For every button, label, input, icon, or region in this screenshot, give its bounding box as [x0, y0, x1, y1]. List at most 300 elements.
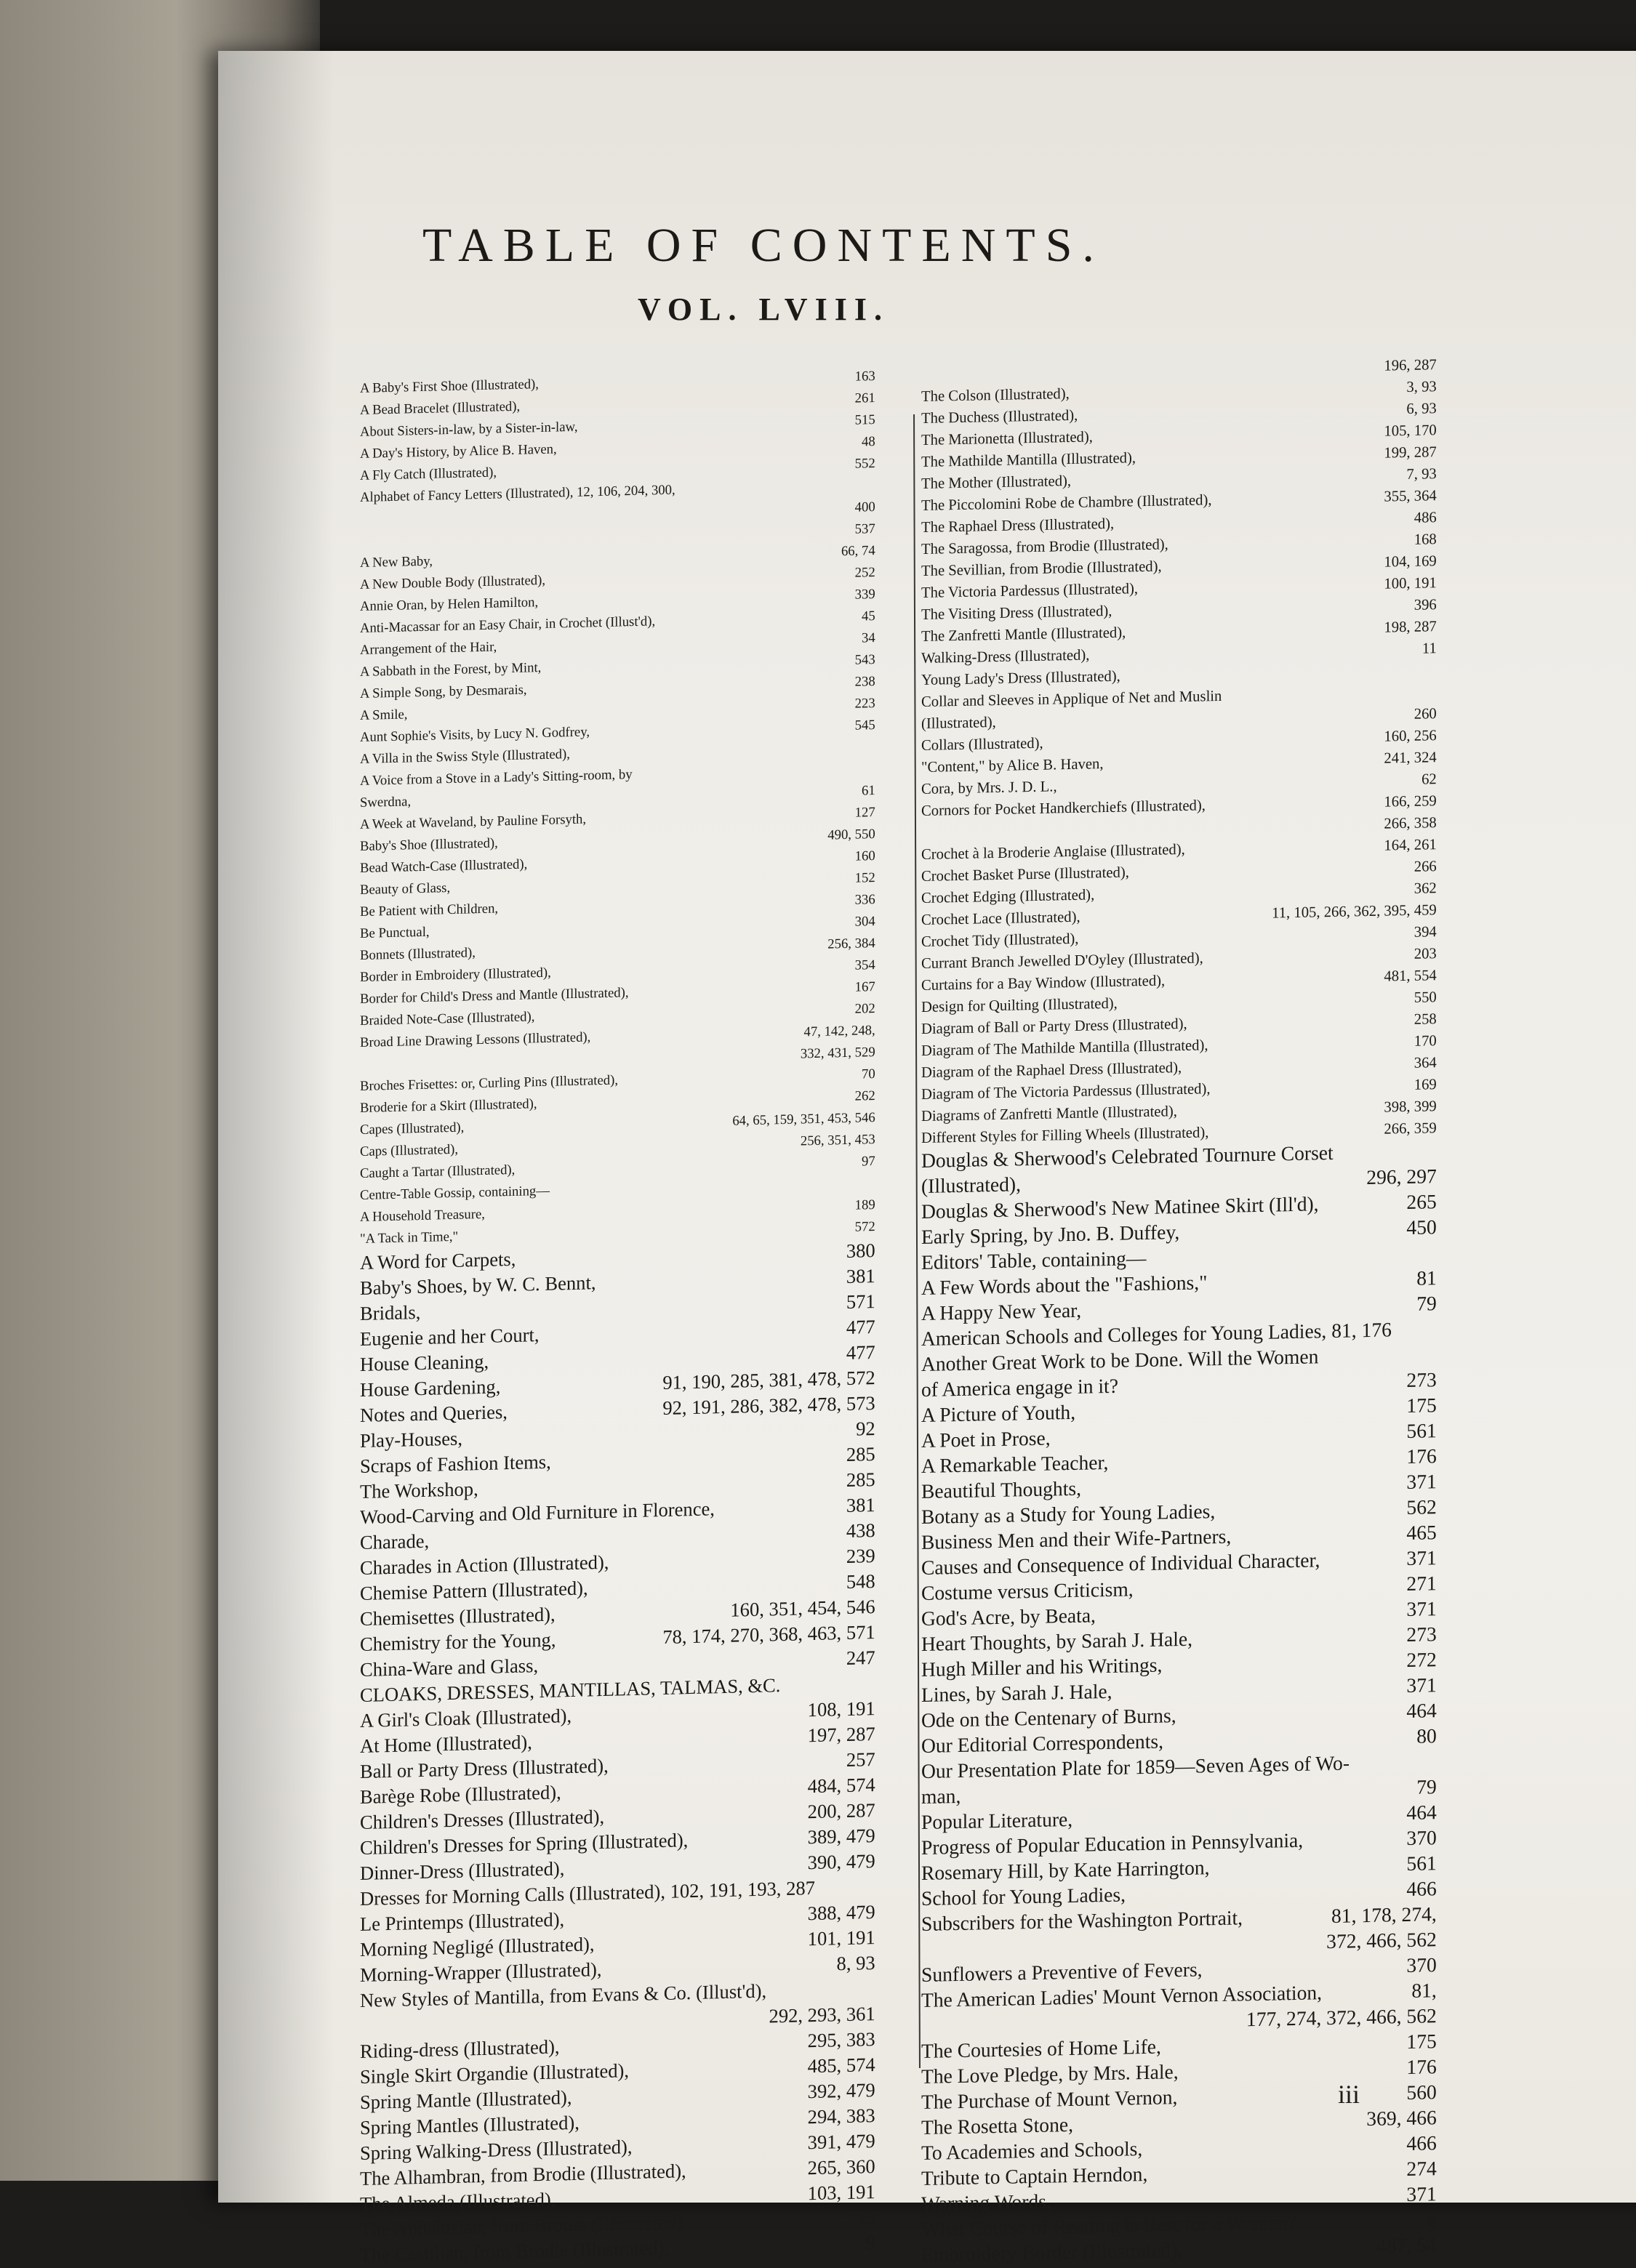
volume-heading: VOL. LVIII.	[638, 291, 889, 327]
entry-title: Capes (Illustrated),	[360, 1119, 465, 1138]
entry-title: Heart Thoughts, by Sarah J. Hale,	[921, 1628, 1193, 1656]
entry-title: School for Young Ladies,	[921, 1883, 1126, 1910]
entry-pages: 485, 574	[807, 2054, 875, 2078]
entry-title: House Gardening,	[360, 1375, 501, 1401]
entry-pages: 272	[1406, 1649, 1437, 1672]
entry-pages: 370	[1406, 1954, 1437, 1977]
entry-pages: 490, 550	[827, 827, 875, 843]
entry-title: Chemistry for the Young,	[360, 1628, 556, 1655]
entry-title: Chemisettes (Illustrated),	[360, 1603, 556, 1630]
entry-title: About Sisters-in-law, by a Sister-in-law,	[360, 419, 578, 440]
entry-title: Causes and Consequence of Individual Character,	[921, 1549, 1320, 1580]
entry-pages: 260	[1414, 704, 1437, 723]
entry-title: The Saragossa, from Brodie (Illustrated),	[921, 535, 1168, 558]
entry-title: Beautiful Thoughts,	[921, 1477, 1081, 1503]
entry-pages: 362	[1414, 879, 1437, 897]
entry-pages: 11, 105, 266, 362, 395, 459	[1272, 901, 1437, 922]
entry-title: A New Baby,	[360, 553, 433, 571]
page-title: TABLE OF CONTENTS.	[422, 219, 1104, 272]
entry-title: (Illustrated),	[921, 712, 996, 732]
entry-pages: 266, 359	[1384, 1119, 1437, 1138]
entry-title: Baby's Shoes, by W. C. Bennt,	[360, 1271, 596, 1299]
entry-title: Walking-Dress (Illustrated),	[921, 646, 1090, 667]
entry-title: Border in Embroidery (Illustrated),	[360, 965, 551, 985]
entry-title: Rosemary Hill, by Kate Harrington,	[921, 1857, 1210, 1885]
entry-title: Spring Mantle (Illustrated),	[360, 2086, 572, 2113]
entry-title: Cornors for Pocket Handkerchiefs (Illustrated),	[921, 796, 1206, 819]
entry-pages: 381	[846, 1494, 875, 1516]
entry-pages: 400	[854, 499, 875, 515]
entry-pages: 285	[846, 1468, 875, 1491]
entry-title: Riding-dress (Illustrated),	[360, 2035, 560, 2062]
entry-pages: 296, 297	[1366, 1165, 1437, 1190]
entry-title: Bridals,	[360, 1300, 421, 1324]
entry-pages: 256, 351, 453	[800, 1132, 875, 1149]
entry-pages: 262	[854, 1088, 875, 1104]
entry-title: Broad Line Drawing Lessons (Illustrated),	[360, 1029, 591, 1050]
entry-pages: 465	[1406, 1521, 1437, 1545]
entry-title: Collar and Sleeves in Applique of Net and Muslin	[921, 686, 1222, 710]
entry-title: Douglas & Sherwood's New Matinee Skirt (Ill'd),	[921, 1193, 1319, 1223]
entry-pages: 81, 178, 274,	[1331, 1903, 1437, 1928]
entry-title: Dinner-Dress (Illustrated),	[360, 1857, 565, 1884]
entry-title: Annie Oran, by Helen Hamilton,	[360, 595, 539, 614]
entry-title: The Zanfretti Mantle (Illustrated),	[921, 623, 1126, 645]
entry-title: Our Presentation Plate for 1859—Seven Ages of Wo-	[921, 1752, 1350, 1783]
entry-pages: 176	[1406, 1445, 1437, 1468]
entry-pages: 292, 293, 361	[769, 2003, 875, 2027]
entry-title: Popular Literature,	[921, 1808, 1073, 1834]
entry-pages: 91, 190, 285, 381, 478, 572	[662, 1367, 875, 1394]
entry-pages: 256, 384	[827, 936, 875, 952]
entry-title: Broderie for a Skirt (Illustrated),	[360, 1096, 537, 1116]
entry-pages: 464	[1406, 1700, 1437, 1723]
entry-title: Ball or Party Dress (Illustrated),	[360, 1754, 609, 1782]
entry-pages: 562	[1406, 1496, 1437, 1519]
entry-title: Be Punctual,	[360, 924, 430, 941]
entry-title: Bead Watch-Case (Illustrated),	[360, 856, 528, 876]
entry-pages: 8	[1426, 2208, 1437, 2232]
entry-pages: 104, 169	[1384, 552, 1437, 571]
entry-title: American Schools and Colleges for Young Ladies, 81, 176	[921, 1319, 1392, 1351]
entry-title: Our Editorial Correspondents,	[921, 1730, 1164, 1758]
entry-pages: 390, 479	[807, 1850, 875, 1874]
entry-title: A Bead Bracelet (Illustrated),	[360, 398, 521, 418]
entry-pages: 450	[1406, 1216, 1437, 1239]
entry-pages: 61	[861, 783, 875, 799]
entry-pages: 391, 479	[807, 2130, 875, 2154]
entry-pages: 152	[854, 870, 875, 886]
entry-title: Morning-Wrapper (Illustrated),	[360, 1958, 602, 1986]
entry-title: Editors' Table, containing—	[921, 1247, 1147, 1274]
entry-title: Braided Note-Case (Illustrated),	[360, 1009, 535, 1029]
entry-pages: 170	[1414, 1032, 1437, 1050]
entry-pages: 62	[1422, 770, 1437, 788]
entry-pages: 127	[854, 805, 875, 821]
entry-pages: 34	[861, 630, 875, 646]
entry-title: Curtains for a Bay Window (Illustrated),	[921, 971, 1166, 994]
entry-title: A Sabbath in the Forest, by Mint,	[360, 660, 542, 680]
entry-title: Anti-Macassar for an Easy Chair, in Crochet (Illust'd),	[360, 614, 656, 636]
entry-title: Business Men and their Wife-Partners,	[921, 1525, 1232, 1554]
entry-pages: 543	[854, 652, 875, 668]
entry-title: The Piccolomini Robe de Chambre (Illustrated),	[921, 491, 1212, 514]
entry-pages: 295, 383	[807, 2028, 875, 2052]
entry-title: The Workshop,	[360, 1478, 478, 1503]
entry-pages: 100, 191	[1384, 574, 1437, 592]
entry-pages: 550	[1414, 988, 1437, 1006]
entry-title: Children's Dresses for Spring (Illustrated),	[360, 1829, 689, 1859]
entry-pages: 223	[854, 696, 875, 712]
entry-pages: 203	[1414, 944, 1437, 962]
entry-title: man,	[921, 1785, 961, 1809]
entry-title: To Academies and Schools,	[921, 2138, 1143, 2165]
entry-title: Diagrams of Zanfretti Mantle (Illustrated),	[921, 1102, 1177, 1125]
entry-title: Currant Branch Jewelled D'Oyley (Illustrated),	[921, 949, 1203, 972]
entry-pages: 247	[846, 1646, 875, 1669]
entry-title: Warning Words,	[921, 2190, 1051, 2216]
entry-title: House Cleaning,	[360, 1350, 489, 1375]
entry-pages: 371	[1406, 1674, 1437, 1697]
entry-pages: 545	[854, 717, 875, 733]
entry-title: A New Double Body (Illustrated),	[360, 572, 546, 592]
entry-pages: 257	[846, 1748, 875, 1771]
entry-title: Diagram of The Victoria Pardessus (Illustrated),	[921, 1079, 1211, 1103]
entry-pages: 572	[854, 1219, 875, 1235]
entry-pages: 198, 287	[1384, 617, 1437, 636]
entry-title: Charade,	[360, 1529, 430, 1553]
entry-pages: 79	[1416, 1776, 1437, 1799]
entry-title: Young Lady's Dress (Illustrated),	[921, 667, 1120, 688]
entry-title: China-Ware and Glass,	[360, 1654, 539, 1681]
entry-pages: 8, 93	[836, 1952, 875, 1975]
entry-title: A Fly Catch (Illustrated),	[360, 465, 497, 483]
entry-pages: 167	[854, 979, 875, 995]
entry-title: Diagram of The Mathilde Mantilla (Illustrated),	[921, 1036, 1208, 1059]
entry-pages: 266	[1414, 857, 1437, 875]
entry-title: A Baby's First Shoe (Illustrated),	[360, 377, 539, 396]
entry-title: (Illustrated),	[921, 1173, 1022, 1198]
entry-title: Collars (Illustrated),	[921, 733, 1043, 754]
entry-title: Ode on the Centenary of Burns,	[921, 1705, 1176, 1732]
entry-pages: 294, 383	[807, 2104, 875, 2128]
entry-pages: 370	[1406, 1827, 1437, 1850]
entry-pages: 372, 466, 562	[1326, 1929, 1437, 1954]
entry-pages: 101, 191	[807, 1926, 875, 1950]
entry-pages: 464	[1406, 1801, 1437, 1825]
page-number: iii	[1338, 2080, 1360, 2109]
entry-pages: 175	[1406, 1394, 1437, 1418]
entry-pages: 537	[854, 521, 875, 537]
entry-title: Morning Negligé (Illustrated),	[360, 1933, 595, 1961]
entry-pages: 561	[1406, 1420, 1437, 1443]
entry-pages: 486	[1414, 508, 1437, 526]
entry-pages: 160, 351, 454, 546	[730, 1596, 875, 1621]
entry-title: Bonnets (Illustrated),	[360, 945, 476, 963]
entry-pages: 394	[1414, 922, 1437, 941]
entry-pages: 371	[1406, 1471, 1437, 1494]
entry-title: The Mother (Illustrated),	[921, 471, 1072, 492]
entry-title: Spring Walking-Dress (Illustrated),	[360, 2136, 633, 2164]
entry-title: A Villa in the Swiss Style (Illustrated),	[360, 747, 570, 767]
entry-title: Crochet Edging (Illustrated),	[921, 885, 1095, 906]
entry-title: Another Great Work to be Done. Will the Women	[921, 1346, 1319, 1376]
entry-title: Be Patient with Children,	[360, 901, 499, 920]
entry-pages: 196, 287	[1384, 355, 1437, 374]
entry-title: Border for Child's Dress and Mantle (Illustrated),	[360, 985, 629, 1007]
entry-pages: 164, 261	[1384, 835, 1437, 854]
entry-pages: 355, 364	[1384, 486, 1437, 505]
entry-title: Play-Houses,	[360, 1427, 463, 1452]
entry-title: The Raphael Dress (Illustrated),	[921, 514, 1115, 536]
entry-title: A Household Treasure,	[360, 1206, 485, 1225]
entry-pages: 64, 65, 159, 351, 453, 546	[732, 1110, 875, 1129]
entry-pages: 239	[846, 1545, 875, 1567]
entry-title: New Styles of Mantilla, from Evans & Co. (Illust'd),	[360, 1979, 767, 2011]
entry-pages: 336	[854, 892, 875, 908]
entry-pages: 97	[861, 1154, 875, 1170]
entry-pages: 515	[854, 412, 875, 428]
entry-pages: 271	[1406, 1572, 1437, 1596]
entry-pages: 380	[846, 1239, 875, 1262]
entry-title: Tribute to Captain Herndon,	[921, 2163, 1148, 2190]
entry-pages: 177, 274, 372, 466, 562	[1246, 2005, 1437, 2032]
entry-title: Botany as a Study for Young Ladies,	[921, 1500, 1216, 1529]
entry-title: What Course of Reading is Best for a Woman?	[921, 2211, 1297, 2241]
entry-pages: 78, 174, 270, 368, 463, 571	[662, 1621, 875, 1649]
entry-title: At Home (Illustrated),	[360, 1731, 532, 1757]
entry-title: Progress of Popular Education in Pennsylvania,	[921, 1829, 1304, 1859]
entry-pages: 103, 191	[807, 2181, 875, 2205]
entry-title: Early Spring, by Jno. B. Duffey,	[921, 1221, 1180, 1249]
entry-title: Crochet Lace (Illustrated),	[921, 907, 1080, 928]
entry-title: A Girl's Cloak (Illustrated),	[360, 1705, 572, 1732]
gutter-shadow	[218, 51, 334, 2203]
entry-title: Le Printemps (Illustrated),	[360, 1908, 565, 1935]
entry-pages: 466	[1406, 1878, 1437, 1901]
entry-pages: 487, 54	[1376, 2234, 1437, 2258]
entry-title: Single Skirt Organdie (Illustrated),	[360, 2059, 630, 2088]
entry-pages: 108, 191	[807, 1697, 875, 1721]
entry-pages: 481, 554	[1384, 966, 1437, 985]
entry-pages: 7, 93	[1406, 465, 1437, 483]
entry-pages: 389, 479	[807, 1825, 875, 1849]
entry-pages: 438	[846, 1519, 875, 1542]
entry-pages: 266, 358	[1384, 813, 1437, 832]
entry-title: Baby's Shoe (Illustrated),	[360, 835, 498, 854]
entry-pages: 477	[846, 1341, 875, 1364]
entry-title: The Duchess (Illustrated),	[921, 406, 1078, 427]
entry-pages: 81,	[1411, 1979, 1437, 2003]
entry-title: Arrangement of the Hair,	[360, 639, 497, 658]
left-column	[360, 366, 875, 2268]
entry-title: Hugh Miller and his Writings,	[921, 1654, 1163, 1681]
entry-title: The Castilian, from Brodie (Illustrated),	[360, 2236, 670, 2266]
entry-title: Diagram of the Raphael Dress (Illustrated),	[921, 1058, 1182, 1081]
entry-title: Different Styles for Filling Wheels (Illustrated),	[921, 1123, 1209, 1146]
entry-title: Eugenie and her Court,	[360, 1324, 540, 1350]
entry-pages: 560	[1406, 2081, 1437, 2104]
entry-title: Crochet Basket Purse (Illustrated),	[921, 863, 1129, 885]
entry-title: The Almeda (Illustrated),	[360, 2188, 556, 2215]
entry-pages: 273	[1406, 1369, 1437, 1392]
entry-pages: 79	[1416, 1292, 1437, 1316]
entry-pages: 11	[1422, 639, 1437, 657]
entry-title: The Visiting Dress (Illustrated),	[921, 601, 1112, 623]
entry-title: Subscribers for the Washington Portrait,	[921, 1907, 1243, 1936]
entry-title: A Few Words about the "Fashions,"	[921, 1271, 1208, 1300]
entry-pages: 369, 466	[1366, 2107, 1437, 2131]
entry-pages: 371	[1406, 1547, 1437, 1570]
entry-pages: 371	[1406, 1598, 1437, 1621]
entry-title: A Week at Waveland, by Pauline Forsyth,	[360, 811, 587, 832]
entry-pages: 274	[1406, 2158, 1437, 2181]
entry-pages: 105, 170	[1384, 421, 1437, 440]
entry-title: Sunflowers a Preventive of Fevers,	[921, 1958, 1203, 1987]
entry-pages: 561	[1406, 1852, 1437, 1875]
entry-title: Alphabet of Fancy Letters (Illustrated), 12, 106, 204, 300,	[360, 482, 675, 505]
entry-pages: 176	[1406, 2056, 1437, 2079]
entry-pages: 398, 399	[1384, 1097, 1437, 1116]
entry-title: A Voice from a Stove in a Lady's Sitting-room, by	[360, 767, 633, 789]
entry-pages: 66, 74	[841, 543, 875, 560]
entry-pages: 175	[1406, 2030, 1437, 2054]
entry-title: Costume versus Criticism,	[921, 1578, 1134, 1605]
entry-title: Spring Mantles (Illustrated),	[360, 2111, 580, 2139]
entry-title: The Mathilde Mantilla (Illustrated),	[921, 449, 1136, 470]
entry-pages: 9	[865, 2232, 875, 2254]
entry-title: Lines, by Sarah J. Hale,	[921, 1680, 1112, 1707]
entry-pages: 47, 142, 248,	[803, 1023, 875, 1040]
entry-pages: 3, 93	[1406, 377, 1437, 395]
entry-pages: 258	[1414, 1010, 1437, 1028]
entry-title: The Marionetta (Illustrated),	[921, 427, 1093, 449]
entry-pages: 92, 191, 286, 382, 478, 573	[662, 1392, 875, 1420]
entry-pages: 200, 287	[807, 1799, 875, 1823]
entry-title: Caps (Illustrated),	[360, 1141, 459, 1159]
entry-pages: 166, 259	[1384, 792, 1437, 811]
entry-pages: 371	[1406, 2183, 1437, 2206]
entry-pages: 252	[854, 565, 875, 581]
entry-pages: 160	[854, 848, 875, 864]
entry-title: Caught a Tartar (Illustrated),	[360, 1162, 516, 1181]
entry-title: The American Ladies' Mount Vernon Association,	[921, 1982, 1323, 2012]
entry-pages: 393	[846, 2206, 875, 2229]
entry-title: CLOAKS, DRESSES, MANTILLAS, TALMAS, &C.	[360, 1674, 781, 1706]
entry-pages: 169	[1414, 1075, 1437, 1093]
entry-title: Barège Robe (Illustrated),	[360, 1781, 561, 1808]
entry-title: Swerdna,	[360, 794, 412, 811]
entry-title: The Victoria Pardessus (Illustrated),	[921, 579, 1139, 601]
entry-pages: 6, 93	[1406, 399, 1437, 417]
entry-title: Douglas & Sherwood's Celebrated Tournure Corset	[921, 1141, 1334, 1173]
entry-pages: 392, 479	[807, 2079, 875, 2103]
entry-pages: 285	[846, 1443, 875, 1465]
entry-pages: 45	[861, 608, 875, 624]
entry-pages: 332, 431, 529	[800, 1045, 875, 1062]
entry-title: A Remarkable Teacher,	[921, 1451, 1109, 1478]
entry-pages: 163	[854, 369, 875, 385]
entry-pages: 70	[861, 1066, 875, 1082]
entry-pages: 265	[1406, 1191, 1437, 1214]
entry-title: God's Acre, by Beata,	[921, 1604, 1096, 1630]
entry-title: Beauty of Glass,	[360, 880, 451, 898]
entry-title: Diagram of Ball or Party Dress (Illustrated),	[921, 1014, 1187, 1037]
right-column	[921, 353, 1437, 2268]
entry-pages: 548	[846, 1570, 875, 1593]
entry-pages: 261	[854, 390, 875, 406]
entry-pages: 396	[1414, 595, 1437, 614]
entry-title: A Smile,	[360, 707, 408, 723]
entry-title: The Andalusian, from Brodie (Illustrated),	[360, 2211, 688, 2240]
entry-pages: 484, 574	[807, 1774, 875, 1798]
entry-pages: 477	[846, 1316, 875, 1338]
entry-pages: 202	[854, 1001, 875, 1017]
entry-title: A Poet in Prose,	[921, 1427, 1051, 1452]
entry-title: A Simple Song, by Desmarais,	[360, 682, 527, 701]
entry-pages: 381	[846, 1265, 875, 1287]
entry-title: Embroidery Border (Illustrated),	[921, 2238, 1182, 2267]
entry-pages: 265, 360	[807, 2155, 875, 2179]
entry-title: The Colson (Illustrated),	[921, 385, 1070, 405]
entry-title: The Rosetta Stone,	[921, 2113, 1073, 2139]
entry-pages: 92	[856, 1418, 875, 1440]
entry-pages: 552	[854, 456, 875, 472]
entry-pages: 199, 287	[1384, 443, 1437, 462]
entry-title: Broches Frisettes: or, Curling Pins (Illustrated),	[360, 1072, 619, 1094]
entry-pages: 197, 287	[807, 1723, 875, 1747]
entry-pages: 466	[1406, 2132, 1437, 2155]
entry-title: A Word for Carpets,	[360, 1247, 516, 1274]
entry-pages: 388, 479	[807, 1901, 875, 1925]
entry-title: Notes and Queries,	[360, 1401, 508, 1426]
entry-pages: 571	[846, 1290, 875, 1313]
entry-title: The Love Pledge, by Mrs. Hale,	[921, 2061, 1179, 2088]
entry-pages: 160, 256	[1384, 726, 1437, 745]
entry-title: Children's Dresses (Illustrated),	[360, 1805, 605, 1833]
entry-title: Crochet à la Broderie Anglaise (Illustrated),	[921, 840, 1185, 863]
entry-pages: 48	[861, 434, 875, 450]
entry-pages: 238	[854, 674, 875, 690]
entry-title: The Alhambran, from Brodie (Illustrated),	[360, 2160, 686, 2189]
entry-title: A Day's History, by Alice B. Haven,	[360, 441, 557, 462]
entry-title: Wood-Carving and Old Furniture in Florence,	[360, 1497, 715, 1528]
entry-title: Chemise Pattern (Illustrated),	[360, 1577, 588, 1604]
entry-title: The Sevillian, from Brodie (Illustrated),	[921, 557, 1162, 579]
entry-title: Charades in Action (Illustrated),	[360, 1551, 609, 1579]
entry-pages: 273	[1406, 1623, 1437, 1646]
entry-title: A Picture of Youth,	[921, 1401, 1076, 1427]
entry-title: Crochet Tidy (Illustrated),	[921, 929, 1079, 950]
entry-title: A Happy New Year,	[921, 1299, 1082, 1325]
entry-pages: 80	[1416, 1725, 1437, 1748]
entry-title: Centre-Table Gossip, containing—	[360, 1183, 550, 1203]
entry-title: The Purchase of Mount Vernon,	[921, 2086, 1178, 2114]
entry-title: "Content," by Alice B. Haven,	[921, 755, 1104, 776]
entry-pages: 304	[854, 914, 875, 930]
entry-title: Scraps of Fashion Items,	[360, 1450, 551, 1477]
entry-pages: 339	[854, 587, 875, 603]
entry-pages: 81	[1416, 1267, 1437, 1290]
entry-title: of America engage in it?	[921, 1375, 1118, 1402]
entry-title: Dresses for Morning Calls (Illustrated), 102, 191, 193, 287	[360, 1876, 815, 1910]
entry-pages: 241, 324	[1384, 748, 1437, 767]
entry-title: "A Tack in Time,"	[360, 1228, 459, 1247]
entry-title: Cora, by Mrs. J. D. L.,	[921, 777, 1057, 797]
entry-title: Design for Quilting (Illustrated),	[921, 994, 1118, 1016]
entry-pages: 189	[854, 1197, 875, 1213]
entry-title: Aunt Sophie's Visits, by Lucy N. Godfrey,	[360, 724, 590, 745]
